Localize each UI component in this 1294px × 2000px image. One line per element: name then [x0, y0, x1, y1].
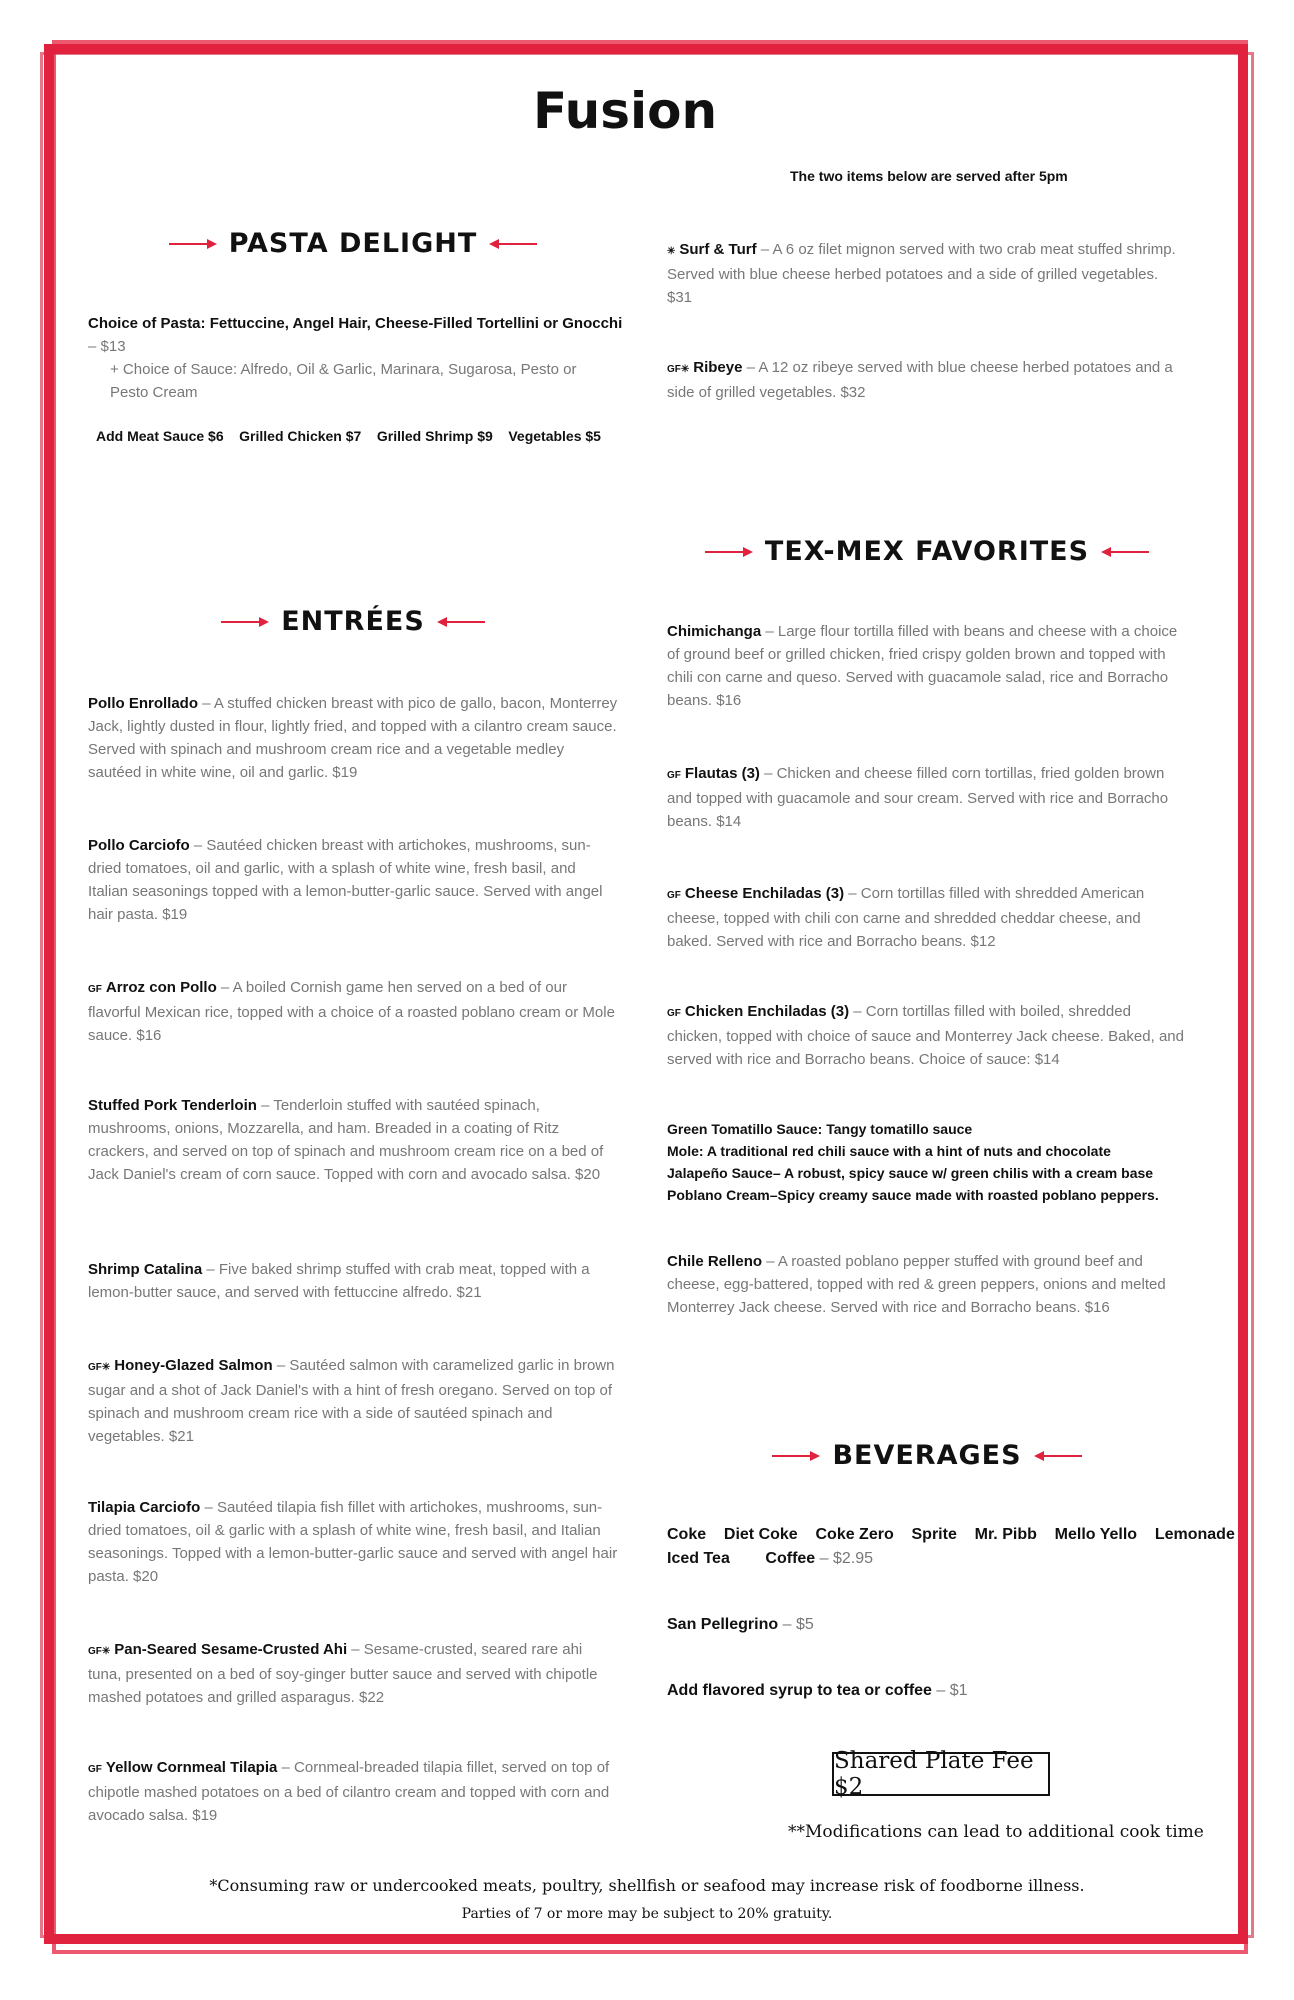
- beverage-list: Coke Diet Coke Coke Zero Sprite Mr. Pibb Mello Yello Lemonade: [667, 1526, 1235, 1543]
- sauce-item: Poblano Cream–Spicy creamy sauce made with roasted poblano peppers.: [667, 1187, 1159, 1203]
- gf-tag: GF: [667, 1008, 681, 1019]
- pasta-sauce-line1: + Choice of Sauce: Alfredo, Oil & Garlic, Marinara, Sugarosa, Pesto or: [110, 361, 577, 378]
- menu-item: Chimichanga – Large flour tortilla filled with beans and cheese with a choice of ground beef or grilled chicken, fried crispy golden brown and topped with chili con carne and queso. Served with guacamole salad, rice and Borracho beans. $16: [667, 623, 1178, 709]
- foodborne-warning: *Consuming raw or undercooked meats, poultry, shellfish or seafood may increase risk of foodborne illness.: [209, 1876, 1085, 1895]
- menu-item: Pollo Enrollado – A stuffed chicken breast with pico de gallo, bacon, Monterrey Jack, lightly dusted in flour, lightly fried, and topped with a cilantro cream sauce. Served with spinach and mushroom cream rice and a vegetable medley sautéed in white wine, oil and garlic. $19: [88, 695, 618, 781]
- menu-item: GF✳ Honey-Glazed Salmon – Sautéed salmon with caramelized garlic in brown sugar and a shot of Jack Daniel's with a hint of fresh oregano. Served on top of spinach and mushroom cream rice with a side of sautéed spinach and vegetables. $21: [88, 1357, 615, 1445]
- sauce-item: Green Tomatillo Sauce: Tangy tomatillo sauce: [667, 1121, 973, 1137]
- menu-item: GF Flautas (3) – Chicken and cheese filled corn tortillas, fried golden brown and topped with guacamole and sour cream. Served with rice and Borracho beans. $14: [667, 765, 1169, 830]
- gf-tag: GF✳: [88, 1646, 111, 1657]
- arrow-right-icon: [169, 238, 215, 250]
- menu-item: ✳ Surf & Turf – A 6 oz filet mignon served with two crab meat stuffed shrimp. Served with blue cheese herbed potatoes and a side of grilled vegetables. $31: [667, 241, 1176, 306]
- arrow-left-icon: [1103, 546, 1149, 558]
- pasta-addons: Add Meat Sauce $6 Grilled Chicken $7 Grilled Shrimp $9 Vegetables $5: [96, 428, 601, 444]
- entrees-heading-text: ENTRÉES: [281, 606, 425, 637]
- texmex-heading-text: TEX-MEX FAVORITES: [764, 536, 1090, 567]
- texmex-heading: [667, 536, 1187, 567]
- page-title: Fusion: [532, 82, 718, 140]
- modifications-note: **Modifications can lead to additional cook time: [788, 1822, 1204, 1842]
- menu-item: Pollo Carciofo – Sautéed chicken breast with artichokes, mushrooms, sun-dried tomatoes, oil and garlic, with a splash of white wine, fresh basil, and Italian seasonings topped with a lemon-butter-garlic sauce. Served with angel hair pasta. $19: [88, 837, 603, 923]
- arrow-right-icon: [705, 546, 751, 558]
- arrow-right-icon: [221, 616, 267, 628]
- arrow-left-icon: [1036, 1450, 1082, 1462]
- pasta-choice-price: – $13: [88, 338, 126, 355]
- arrow-left-icon: [491, 238, 537, 250]
- menu-item: GF Chicken Enchiladas (3) – Corn tortillas filled with boiled, shredded chicken, topped with choice of sauce and Monterrey Jack cheese. Baked, and served with rice and Borracho beans. Choice of sauce: $14: [667, 1003, 1184, 1068]
- arrow-left-icon: [439, 616, 485, 628]
- menu-item: Chile Relleno – A roasted poblano pepper stuffed with ground beef and cheese, egg-battered, topped with red & green peppers, onions and melted Monterrey Jack cheese. Served with rice and Borracho beans. $16: [667, 1253, 1166, 1316]
- menu-item: GF✳ Pan-Seared Sesame-Crusted Ahi – Sesame-crusted, seared rare ahi tuna, presented on a bed of soy-ginger butter sauce and served with chipotle mashed potatoes and grilled asparagus. $22: [88, 1641, 598, 1706]
- menu-item: GF Arroz con Pollo – A boiled Cornish game hen served on a bed of our flavorful Mexican rice, topped with a choice of a roasted poblano cream or Mole sauce. $16: [88, 979, 615, 1044]
- gf-tag: GF✳: [667, 364, 690, 375]
- gf-tag: GF: [88, 1764, 102, 1775]
- gf-tag: GF: [667, 770, 681, 781]
- pasta-heading: [88, 228, 618, 259]
- gf-tag: GF: [88, 984, 102, 995]
- menu-item: Shrimp Catalina – Five baked shrimp stuffed with crab meat, topped with a lemon-butter sauce, and served with fettuccine alfredo. $21: [88, 1261, 590, 1301]
- sauce-item: Jalapeño Sauce– A robust, spicy sauce w/ green chilis with a cream base: [667, 1165, 1154, 1181]
- chef-tag: ✳: [667, 246, 676, 257]
- pasta-choice: [88, 312, 628, 404]
- gratuity-note: Parties of 7 or more may be subject to 20% gratuity.: [461, 1906, 833, 1922]
- pellegrino-line: San Pellegrino – $5: [667, 1616, 814, 1633]
- beverages-heading-text: BEVERAGES: [832, 1440, 1022, 1471]
- pasta-sauce-line2: Pesto Cream: [110, 384, 198, 401]
- menu-item: Stuffed Pork Tenderloin – Tenderloin stuffed with sautéed spinach, mushrooms, onions, Mozzarella, and ham. Breaded in a coating of Ritz crackers, and served on top of spinach and mushroom cream rice on a bed of Jack Daniel's cream of corn sauce. Topped with corn and avocado salsa. $20: [88, 1097, 604, 1183]
- sauce-list: [667, 1118, 1207, 1206]
- menu-item: GF Yellow Cornmeal Tilapia – Cornmeal-breaded tilapia fillet, served on top of chipotle mashed potatoes on a bed of cilantro cream and topped with corn and avocado salsa. $19: [88, 1759, 610, 1824]
- pasta-choice-text: Choice of Pasta: Fettuccine, Angel Hair, Cheese-Filled Tortellini or Gnocchi: [88, 315, 623, 332]
- sauce-item: Mole: A traditional red chili sauce with a hint of nuts and chocolate: [667, 1143, 1111, 1159]
- beverages-heading: [667, 1440, 1187, 1471]
- entrees-heading: [88, 606, 618, 637]
- pasta-heading-text: PASTA DELIGHT: [228, 228, 478, 259]
- gf-tag: GF: [667, 890, 681, 901]
- beverage-list-2: Iced Tea Coffee – $2.95: [667, 1550, 874, 1567]
- syrup-line: Add flavored syrup to tea or coffee – $1: [667, 1682, 968, 1699]
- menu-item: Tilapia Carciofo – Sautéed tilapia fish fillet with artichokes, mushrooms, sun-dried tomatoes, oil & garlic with a splash of white wine, fresh basil, and Italian seasonings. Topped with a lemon-butter-garlic sauce and served with angel hair pasta. $20: [88, 1499, 618, 1585]
- menu-item: GF✳ Ribeye – A 12 oz ribeye served with blue cheese herbed potatoes and a side of grilled vegetables. $32: [667, 359, 1173, 401]
- after-5pm-note: The two items below are served after 5pm: [790, 168, 1068, 184]
- gf-tag: GF✳: [88, 1362, 111, 1373]
- arrow-right-icon: [772, 1450, 818, 1462]
- shared-plate-fee: Shared Plate Fee $2: [832, 1752, 1050, 1796]
- menu-item: GF Cheese Enchiladas (3) – Corn tortillas filled with shredded American cheese, topped with chili con carne and shredded cheddar cheese, and baked. Served with rice and Borracho beans. $12: [667, 885, 1145, 950]
